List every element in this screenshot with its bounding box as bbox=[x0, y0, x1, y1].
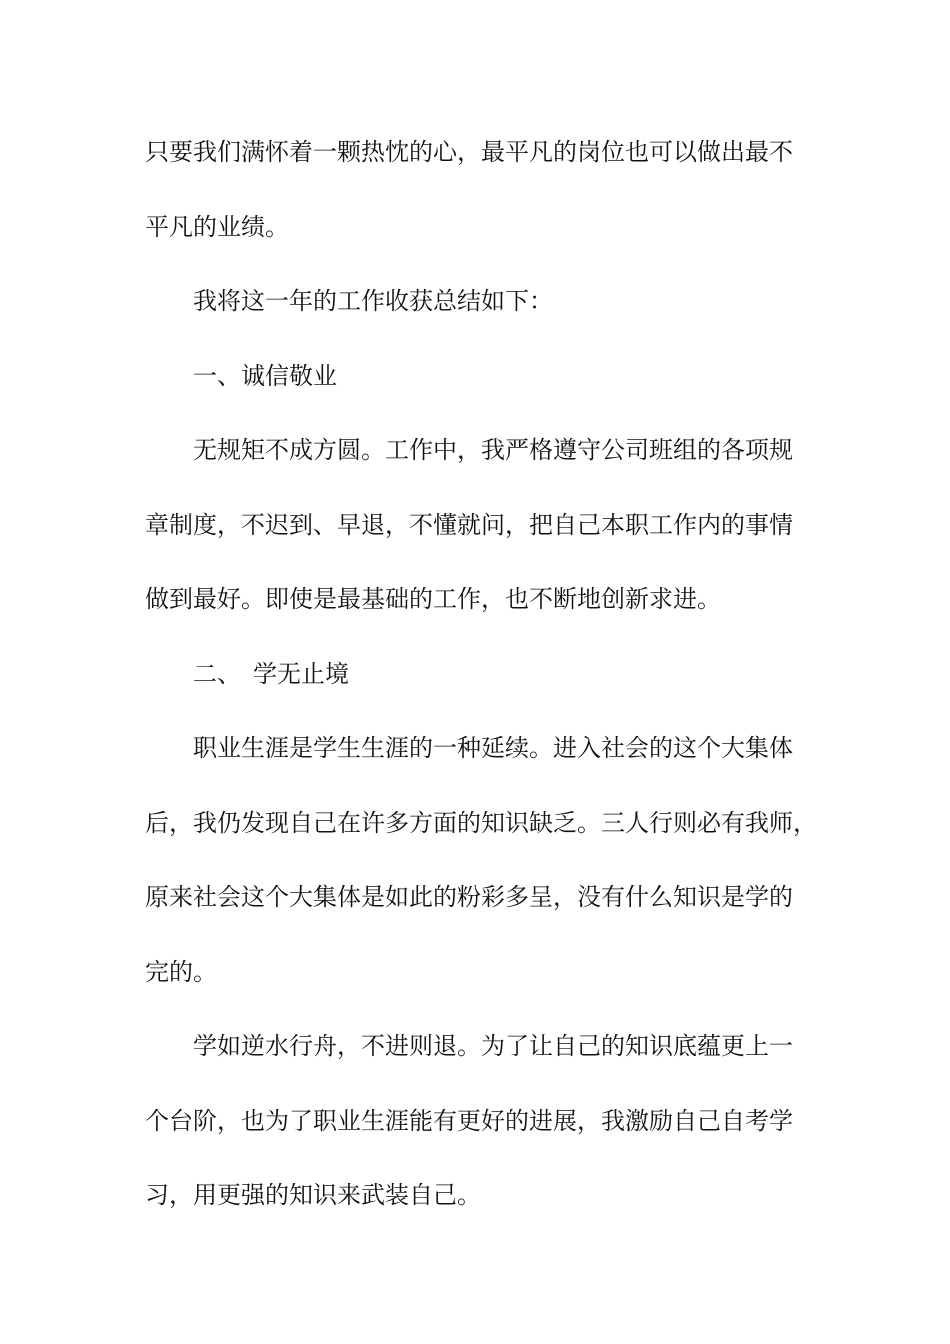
body-text-line: 完的。 bbox=[145, 958, 217, 986]
body-text-line: 做到最好。即使是最基础的工作，也不断地创新求进。 bbox=[145, 585, 721, 613]
body-text-line: 职业生涯是学生生涯的一种延续。进入社会的这个大集体 bbox=[193, 734, 793, 762]
body-text-line: 个台阶，也为了职业生涯能有更好的进展，我激励自己自考学 bbox=[145, 1107, 793, 1135]
body-text-line: 习，用更强的知识来武装自己。 bbox=[145, 1181, 481, 1209]
section-heading-1: 一、诚信敬业 bbox=[193, 362, 337, 390]
intro-paragraph: 我将这一年的工作收获总结如下： bbox=[193, 287, 553, 315]
body-text-line: 平凡的业绩。 bbox=[145, 213, 289, 241]
body-text-line: 只要我们满怀着一颗热忱的心，最平凡的岗位也可以做出最不 bbox=[145, 138, 793, 166]
body-text-line: 后，我仍发现自己在许多方面的知识缺乏。三人行则必有我师， bbox=[145, 809, 817, 837]
section-heading-2: 二、 学无止境 bbox=[193, 660, 349, 688]
body-text-line: 章制度，不迟到、早退，不懂就问，把自己本职工作内的事情 bbox=[145, 511, 793, 539]
body-text-line: 学如逆水行舟，不进则退。为了让自己的知识底蕴更上一 bbox=[193, 1032, 793, 1060]
body-text-line: 原来社会这个大集体是如此的粉彩多呈，没有什么知识是学的 bbox=[145, 883, 793, 911]
body-text-line: 无规矩不成方圆。工作中，我严格遵守公司班组的各项规 bbox=[193, 436, 793, 464]
